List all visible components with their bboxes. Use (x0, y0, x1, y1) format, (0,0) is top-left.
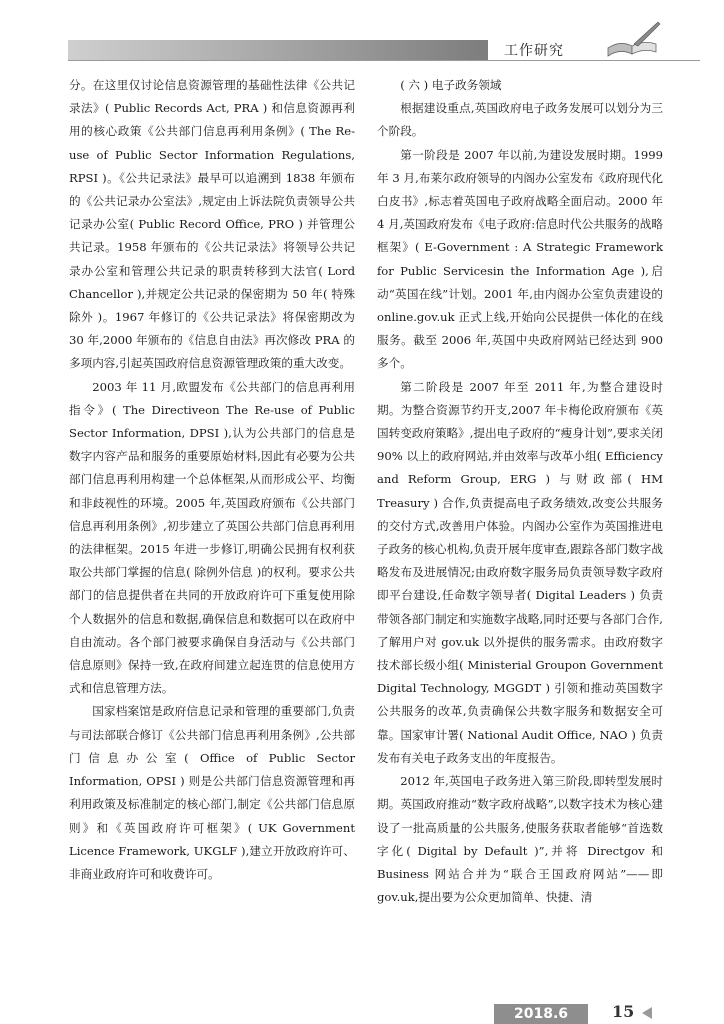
header-rule (68, 60, 700, 61)
right-paragraph-3: 第二阶段是 2007 年至 2011 年,为整合建设时期。为整合资源节约开支,2007 年卡梅伦政府颁布《英国转变政府策略》,提出电子政府的“瘦身计划”,要求关闭 90% 以上的政府网站,并由效率与改革小组( Efficiency and Reform Group, ERG ) 与财政部( HM Treasury ) 合作,负责提高电子政务绩效,改变公共服务的交付方式,改善用户体验。内阁办公室作为英国推进电子政务的核心机构,负责开展年度审查,跟踪各部门数字战略发布及进展情况;由政府数字服务局负责领导数字政府即平台建设,任命数字领导者( Digital Leaders ) 负责带领各部门制定和实施数字战略,同时还要与各部门合作,了解用户对 gov.uk 以外提供的服务需求。由政府数字技术部长级小组( Ministerial Groupon Government Digital Technology, MGGDT ) 引领和推动英国数字公共服务的改革,负责确保公共数字服务和数据安全可靠。国家审计署( National Audit Office, NAO ) 负责发布有关电子政务支出的年度报告。 (377, 379, 663, 765)
left-paragraph-1: 分。在这里仅讨论信息资源管理的基础性法律《公共记录法》( Public Records Act, PRA ) 和信息资源再利用的核心政策《公共部门信息再利用条例》( The Re-use of Public Sector Information Regulations, RPSI )。《公共记录法》最早可以追溯到 1838 年颁布的《公共记录办公室法》,规定由上诉法院负责领导公共记录办公室( Public Record Office, PRO ) 并管理公共记录。1958 年颁布的《公共记录法》将领导公共记录办公室和管理公共记录的职责转移到大法官( Lord Chancellor ),并规定公共记录的保密期为 50 年( 特殊除外 )。1967 年修订的《公共记录法》将保密期改为 30 年,2000 年颁布的《信息自由法》再次修改 PRA 的多项内容,引起英国政府信息资源管理政策的重大改变。 (69, 78, 355, 371)
left-column (69, 74, 355, 886)
book-quill-icon (604, 18, 662, 58)
right-column (377, 74, 663, 909)
left-paragraph-3: 国家档案馆是政府信息记录和管理的重要部门,负责与司法部联合修订《公共部门信息再利用条例》,公共部门信息办公室( Office of Public Sector Information, OPSI ) 则是公共部门信息资源管理和再利用政策及标准制定的核心部门,制定《公共部门信息原则》和《英国政府许可框架》( UK Government Licence Framework, UKGLF ),建立开放政府许可、非商业政府许可和收费许可。 (69, 704, 355, 881)
right-paragraph-2: 第一阶段是 2007 年以前,为建设发展时期。1999 年 3 月,布莱尔政府领导的内阁办公室发布《政府现代化白皮书》,标志着英国电子政府战略全面启动。2000 年 4 月,英国政府发布《电子政府:信息时代公共服务的战略框架》( E-Government : A Strategic Framework for Public Servicesin the Information Age ),启动“英国在线”计划。2001 年,由内阁办公室负责建设的 online.gov.uk 正式上线,开始向公民提供一体化的在线服务。截至 2006 年,英国中央政府网站已经达到 900 多个。 (377, 147, 663, 371)
right-paragraph-4: 2012 年,英国电子政务进入第三阶段,即转型发展时期。英国政府推动“数字政府战略”,以数字技术为核心建设了一批高质量的公共服务,使服务获取者能够“首选数字化( Digital by Default )”,并将 Directgov 和 Business 网站合并为“联合王国政府网站”——即 gov.uk,提出要为公众更加简单、快捷、清 (377, 774, 663, 905)
arrow-left-icon (640, 1006, 654, 1020)
issue-date: 2018.6 (513, 1006, 569, 1022)
section-title: 工作研究 (504, 43, 564, 59)
page-number: 15 (612, 1002, 635, 1021)
header-bar (68, 40, 488, 60)
right-paragraph-1: 根据建设重点,英国政府电子政务发展可以划分为三个阶段。 (377, 101, 663, 139)
right-section-heading: ( 六 ) 电子政务领域 (400, 78, 502, 92)
left-paragraph-2: 2003 年 11 月,欧盟发布《公共部门的信息再利用指令》( The Directiveon The Re-use of Public Sector Information, DPSI ),认为公共部门的信息是数字内容产品和服务的重要原始材料,因此有必要为公共部门信息再利用构建一个总体框架,从而形成公平、均衡和非歧视性的环境。2005 年,英国政府颁布《公共部门信息再利用条例》,初步建立了英国公共部门信息再利用的法律框架。2015 年进一步修订,明确公民拥有权利获取公共部门掌握的信息( 除例外信息 )的权利。要求公共部门的信息提供者在共同的开放政府许可下重复使用除个人数据外的信息和数据,确保信息和数据可以在政府中自由流动。各个部门被要求确保自身活动与《公共部门信息原则》保持一致,在政府间建立起连贯的信息使用方式和信息管理方法。 (69, 379, 355, 696)
